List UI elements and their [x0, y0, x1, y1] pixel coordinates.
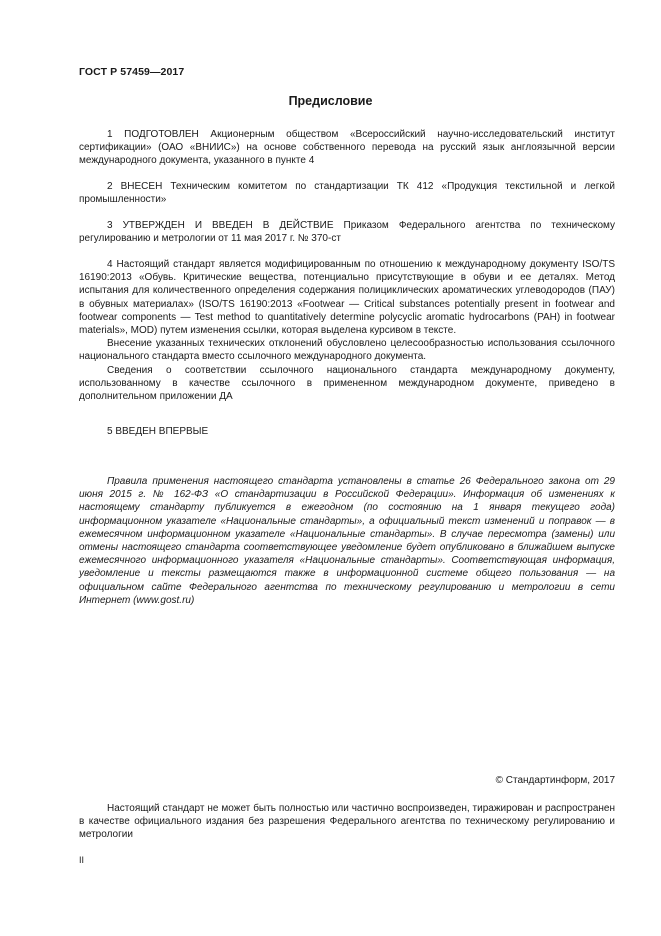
- reproduction-notice-text: Настоящий стандарт не может быть полностью или частично воспроизведен, тиражирован и распространен в качестве официального издания без разрешения Федерального агентства по техническому регулированию и метрологии: [79, 803, 615, 841]
- page-title: Предисловие: [288, 94, 373, 108]
- reproduction-notice: [79, 802, 615, 842]
- item-2-block: [79, 180, 615, 206]
- item-4-deviations: Внесение указанных технических отклонений обусловлено целесообразностью использования ссылочного национального стандарта вместо ссылочного международного документа.: [79, 338, 615, 363]
- item-3: 3 УТВЕРЖДЕН И ВВЕДЕН В ДЕЙСТВИЕ Приказом Федерального агентства по техническому регулированию и метрологии от 11 мая 2017 г. № 370-ст: [79, 220, 615, 245]
- page-number: II: [79, 855, 85, 865]
- item-1-block: [79, 128, 615, 168]
- item-5: 5 ВВЕДЕН ВПЕРВЫЕ: [107, 426, 209, 437]
- item-2: 2 ВНЕСЕН Техническим комитетом по стандартизации ТК 412 «Продукция текстильной и легкой промышленности»: [79, 181, 615, 206]
- item-1: 1 ПОДГОТОВЛЕН Акционерным обществом «Всероссийский научно-исследовательский институт сертификации» (ОАО «ВНИИС») на основе собственного перевода на русский язык англоязычной версии международного документа, указанного в пункте 4: [79, 129, 615, 167]
- document-id: ГОСТ Р 57459—2017: [79, 66, 185, 78]
- item-5-block: [79, 425, 615, 438]
- standard-application-notice: [79, 475, 615, 607]
- copyright: © Стандартинформ, 2017: [495, 775, 615, 786]
- item-4-block: [79, 258, 615, 403]
- item-4-annex-info: Сведения о соответствии ссылочного национального стандарта международному документу, использованному в качестве ссылочного в примененном международном документе, приведено в дополнительном приложении ДА: [79, 364, 615, 403]
- item-3-block: [79, 219, 615, 245]
- notice-text: Правила применения настоящего стандарта установлены в статье 26 Федерального закона от 29 июня 2015 г. № 162-ФЗ «О стандартизации в Российской Федерации». Информация об изменениях к настоящему стандарту публикуется в ежегодном (по состоянию на 1 января текущего года) информационном указателе «Национальные стандарты», а официальный текст изменений и поправок — в ежемесячном информационном указателе «Национальные стандарты». В случае пересмотра (замены) или отмены настоящего стандарта соответствующее уведомление будет опубликовано в ближайшем выпуске ежемесячного информационного указателя «Национальные стандарты». Соответствующая информация, уведомление и тексты размещаются также в информационной системе общего пользования — на официальном сайте Федерального агентства по техническому регулированию и метрологии в сети Интернет (www.gost.ru): [79, 476, 615, 606]
- item-4: 4 Настоящий стандарт является модифицированным по отношению к международному документу ISO/TS 16190:2013 «Обувь. Критические вещества, потенциально присутствующие в обуви и ее деталях. Метод испытания для количественного определения содержания полициклических ароматических углеводородов (ПАУ) в обувных материалах» (ISO/TS 16190:2013 «Footwear — Critical substances potentially present in footwear and footwear components — Test method to quantitatively determine polycyclic aromatic hydrocarbons (PAH) in footwear materials», MOD) путем изменения ссылки, которая выделена курсивом в тексте.: [79, 259, 615, 337]
